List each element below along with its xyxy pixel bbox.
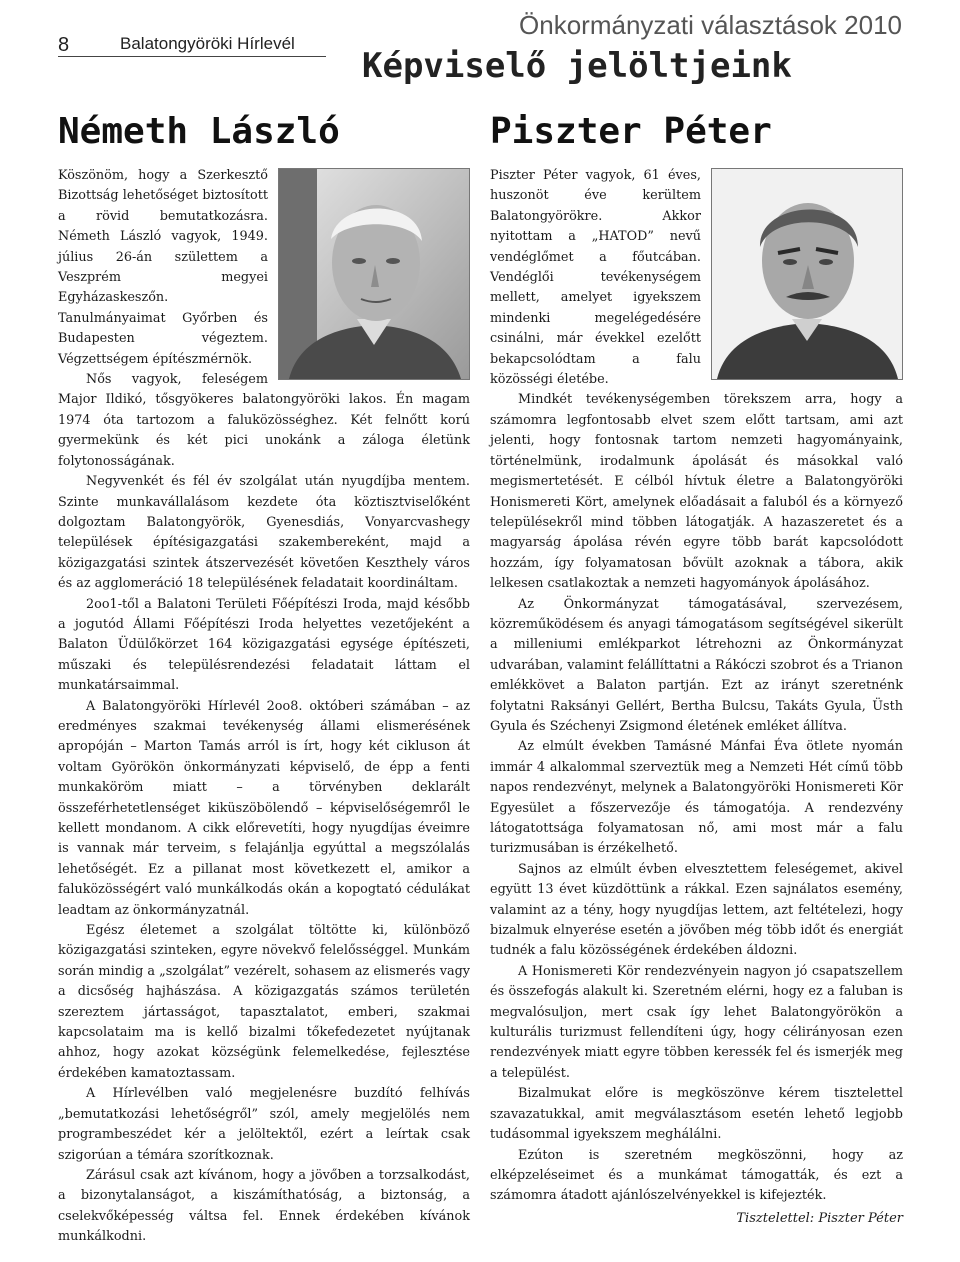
paragraph: Az Önkormányzat támogatásával, szervezésem, közreműködésem és anyagi támogatásom segítségével sikerült a milleniumi emlékparkot létrehozni az Önkormányzat udvarában, valamint felállíttatni a Rákóczi szobrot és a Trianon emlékkövet a Balaton partján. Ezt az irányt szeretnénk folytatni Raksányi Gellért, Bertha Bulcsu, Takáts Gyula, Üsth Gyula és Széchenyi Zsigmond életének emléket állítva.	[490, 596, 903, 734]
paragraph: A Hírlevélben való megjelenésre buzdító felhívás „bemutatkozási lehetőségről” szól, amely megjelölés nem programbeszédet kér a jelöltektől, ezért a leírtak csak szigorúan a témára szorítkoznak.	[58, 1086, 470, 1163]
paragraph: 2oo1-től a Balatoni Területi Főépítészi Iroda, majd később a jogutód Állami Főépítészi Iroda helyettes vezetőjeként a Balaton Üdülőkörzet 164 közigazgatási egysége építészeti, műszaki és településrendezési feladatait láttam el munkatársaimmal.	[58, 596, 470, 694]
candidate-name: Németh László	[58, 111, 340, 152]
page-title: Képviselő jelöltjeink	[362, 46, 792, 86]
publication-name: Balatongyöröki Hírlevél	[120, 34, 295, 53]
page-number: 8	[58, 34, 70, 56]
paragraph: Piszter Péter vagyok, 61 éves, huszonöt éve kerültem Balatongyörökre. Akkor nyitottam a „HATOD” nevű vendéglőmet a főutcában. Vendéglői tevékenységem mellett, amelyet igyekszem mindenki megelégedésére csinálni, már évekkel ezelőtt bekapcsolódtam a falu közösségi életébe.	[490, 168, 701, 388]
paragraph: Negyvenkét és fél év szolgálat után nyugdíjba mentem. Szinte munkavállalásom kezdete óta köztisztviselőként dolgoztam Balatongyörök, Gyenesdiás, Vonyarcvashegy települések építésigazgatási szakembereként, majd a közigazgatási szintek átszervezését követően Keszthely város és az agglomeráció 18 településének feladatait koordináltam.	[58, 474, 470, 592]
candidate-column-left	[58, 110, 470, 1248]
paragraph: Az elmúlt években Tamásné Mánfai Éva ötlete nyomán immár 4 alkalommal szerveztük meg a Nemzeti Hét című több napos rendezvényt, melynek a Balatongyöröki Honismereti Kör Egyesület a főszervezője és támogatója. A rendezvény látogatottsága folyamatosan nő, ami most már a falu turizmusában is érzékelhető.	[490, 739, 903, 857]
portrait-photo-icon	[278, 168, 470, 380]
paragraph: Nős vagyok, feleségem Major Ildikó, tősgyökeres balatongyöröki lakos. Én magam 1974 óta tartozom a faluközösséghez. Két felnőtt korú gyermekünk és két pici unokánk a záloga életünk folytonosságának.	[58, 372, 470, 469]
paragraph: Mindkét tevékenységemben törekszem arra, hogy a számomra legfontosabb elvet szem előtt tartsam, ami azt jelenti, hogy fontosnak tartom nemzeti hagyományaink, történelmünk, irodalmunk ápolását és másokkal való megismertetését. E célból hívtuk életre a Balatongyöröki Honismereti Kört, amelynek előadásait a faluból és a környező településekről mind többen látogatják. A hazaszeretet és a magyarság ápolása révén egyre több barát kapcsolódott hozzám, így folyamatosan bővült azoknak a tábora, akik lelkesen csatlakoztak a nemzeti hagyományok ápolásához.	[490, 392, 903, 592]
paragraph: Zárásul csak azt kívánom, hogy a jövőben a torzsalkodást, a bizonytalanságot, a kiszámíthatóság, a biztonság, a cselekvőképesség váltsa fel. Ennek érdekében kívánok munkálkodni.	[58, 1167, 470, 1245]
paragraph: Egész életemet a szolgálat töltötte ki, különböző közigazgatási szinteken, egyre növekvő felelősséggel. Munkám során mindig a „szolgálat” vezérelt, sohasem az elismerés vagy a dicsőség hajhászása. A közigazgatás számos területén szereztem jártasságot, tapasztalatot, emberi, szakmai kapcsolataim ma is kellő bizalmi tőkefedezetet nyújtanak ahhoz, hogy azokat községünk felemelkedése, fejlesztése érdekében kamatoztassam.	[58, 923, 470, 1081]
candidate-name: Piszter Péter	[490, 111, 772, 152]
candidate-column-right	[490, 110, 903, 1229]
paragraph: Ezúton is szeretném megköszönni, hogy az elképzeléseimet és a munkámat támogatták, és ezt a számomra átadott ajánlószelvényekkel is kifejezték.	[490, 1147, 903, 1204]
paragraph: A Balatongyöröki Hírlevél 2oo8. októberi számában – az eredményes szakmai tevékenység állami elismerésének apropóján – Marton Tamás arról is írt, hogy két cikluson át voltam Györökön önkormányzati képviselő, de épp a fenti munkaköröm miatt – a törvényben deklarált összeférhetetlenséget kiküszöbölendő – képviselőségemről le kellett mondanom. A cikk előrevetíti, hogy nyugdíjas éveimre is vannak már terveim, s felajánlja egyúttal a megszólalás lehetőségét. Ez a pillanat most következett el, amikor a faluközösségért való munkálkodás okán a kopogtató cédulákat leadtam az önkormányzatnál.	[58, 698, 470, 918]
header-rule	[58, 56, 326, 57]
section-title: Önkormányzati választások 2010	[519, 10, 902, 40]
portrait-photo-icon	[711, 168, 903, 380]
paragraph: A Honismereti Kör rendezvényein nagyon jó csapatszellem és összefogás alakult ki. Szeretném elérni, hogy ez a faluban is megvalósuljon, mert csak így lehet Balatongyörökön a kulturális turizmust fellendíteni úgy, hogy célirányosan ezen rendezvények miatt egyre többen keressék fel és ismerjék meg a települést.	[490, 963, 903, 1081]
signature: Tisztelettel: Piszter Péter	[736, 1210, 903, 1226]
paragraph: Sajnos az elmúlt évben elvesztettem feleségemet, akivel együtt 13 évet küzdöttünk a rákkal. Ezen sajnálatos esemény, valamint az a tény, hogy nyugdíjas lettem, azt feltételezi, hogy bizalmuk elnyerése esetén a jövőben még több időt és energiát tudnék a falu közösségének érdekében áldozni.	[490, 861, 903, 959]
paragraph: Bizalmukat előre is megköszönve kérem tisztelettel szavazatukkal, amit megválasztásom esetén lehető legjobb tudásommal igyekszem meghálálni.	[490, 1086, 903, 1143]
paragraph: Köszönöm, hogy a Szerkesztő Bizottság lehetőséget biztosított a rövid bemutatkozásra. Németh László vagyok, 1949. július 26-án születtem a Veszprém megyei Egyházaskeszőn. Tanulmányaimat Győrben és Budapesten végeztem. Végzettségem építészmérnök.	[58, 168, 268, 367]
